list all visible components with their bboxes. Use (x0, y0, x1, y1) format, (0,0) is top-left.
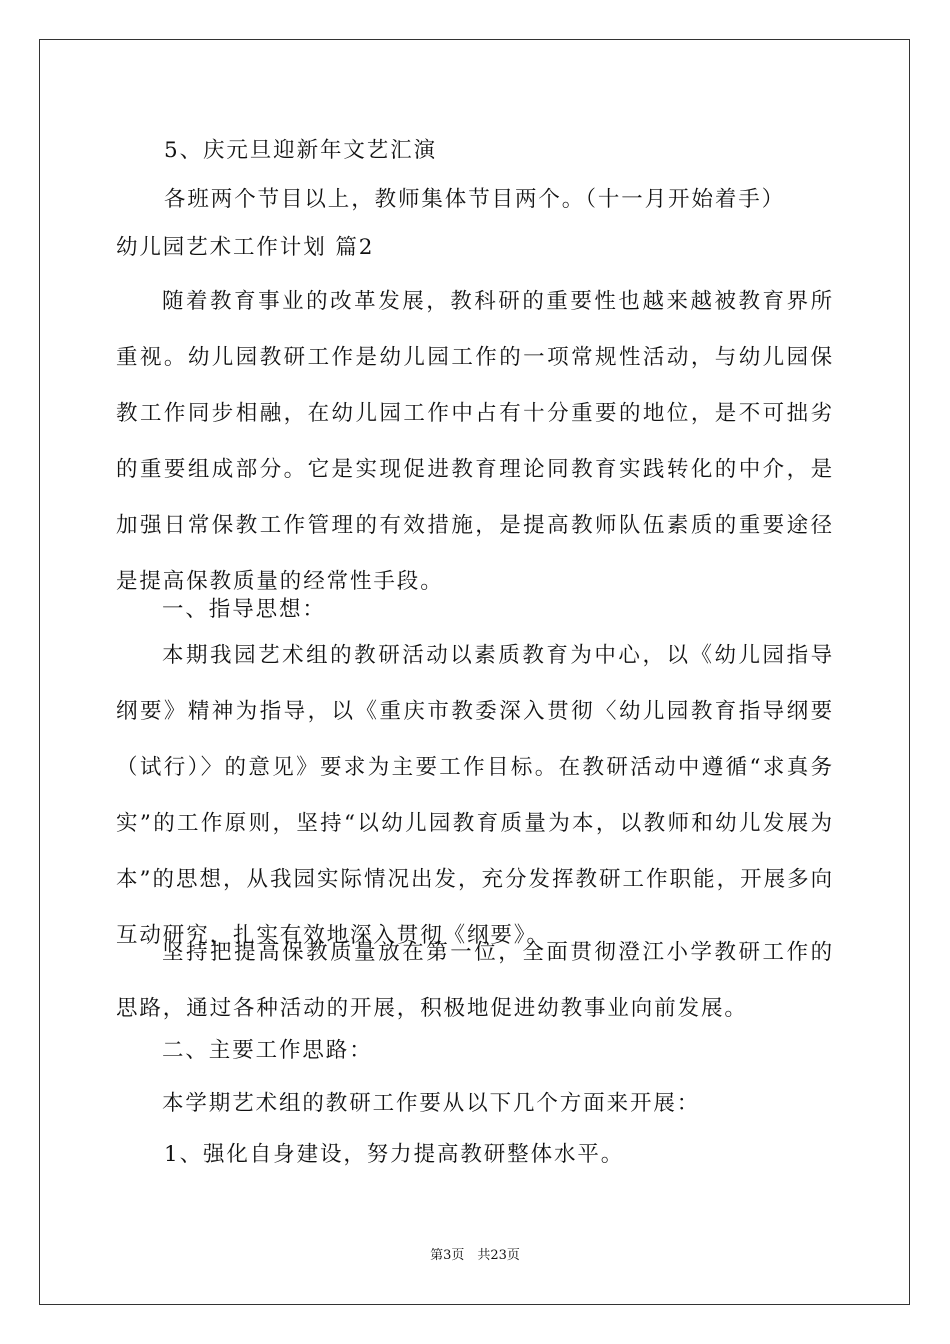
item-5-detail: 各班两个节目以上，教师集体节目两个。（十一月开始着手） (164, 187, 786, 212)
section-title: 幼儿园艺术工作计划 篇2 (116, 235, 375, 260)
intro-paragraph: 随着教育事业的改革发展，教科研的重要性也越来越被教育界所重视。幼儿园教研工作是幼儿园工作的一项常规性活动，与幼儿园保教工作同步相融，在幼儿园工作中占有十分重要的地位，是不可拙劣的重要组成部分。它是实现促进教育理论同教育实践转化的中介，是加强日常保教工作管理的有效措施，是提高教师队伍素质的重要途径是提高保教质量的经常性手段。 (116, 289, 834, 594)
list-item-1: 1、强化自身建设，努力提高教研整体水平。 (164, 1142, 625, 1167)
quality-paragraph: 坚持把提高保教质量放在第一位，全面贯彻澄江小学教研工作的思路，通过各种活动的开展，积极地促进幼教事业向前发展。 (116, 940, 834, 1021)
heading-work-ideas: 二、主要工作思路： (162, 1038, 373, 1063)
item-5-heading: 5、庆元旦迎新年文艺汇演 (164, 138, 437, 163)
guiding-thought-paragraph: 本期我园艺术组的教研活动以素质教育为中心，以《幼儿园指导纲要》精神为指导，以《重庆市教委深入贯彻〈幼儿园教育指导纲要（试行）〉的意见》要求为主要工作目标。在教研活动中遵循“求真务实”的工作原则，坚持“以幼儿园教育质量为本，以教师和幼儿发展为本”的思想，从我园实际情况出发，充分发挥教研工作职能，开展多向互动研究，扎实有效地深入贯彻《纲要》。 (116, 643, 834, 948)
heading-guiding-thought: 一、指导思想： (162, 597, 326, 622)
page-footer: 第3页 共23页 (430, 1248, 520, 1263)
work-ideas-intro: 本学期艺术组的教研工作要从以下几个方面来开展： (162, 1091, 701, 1116)
